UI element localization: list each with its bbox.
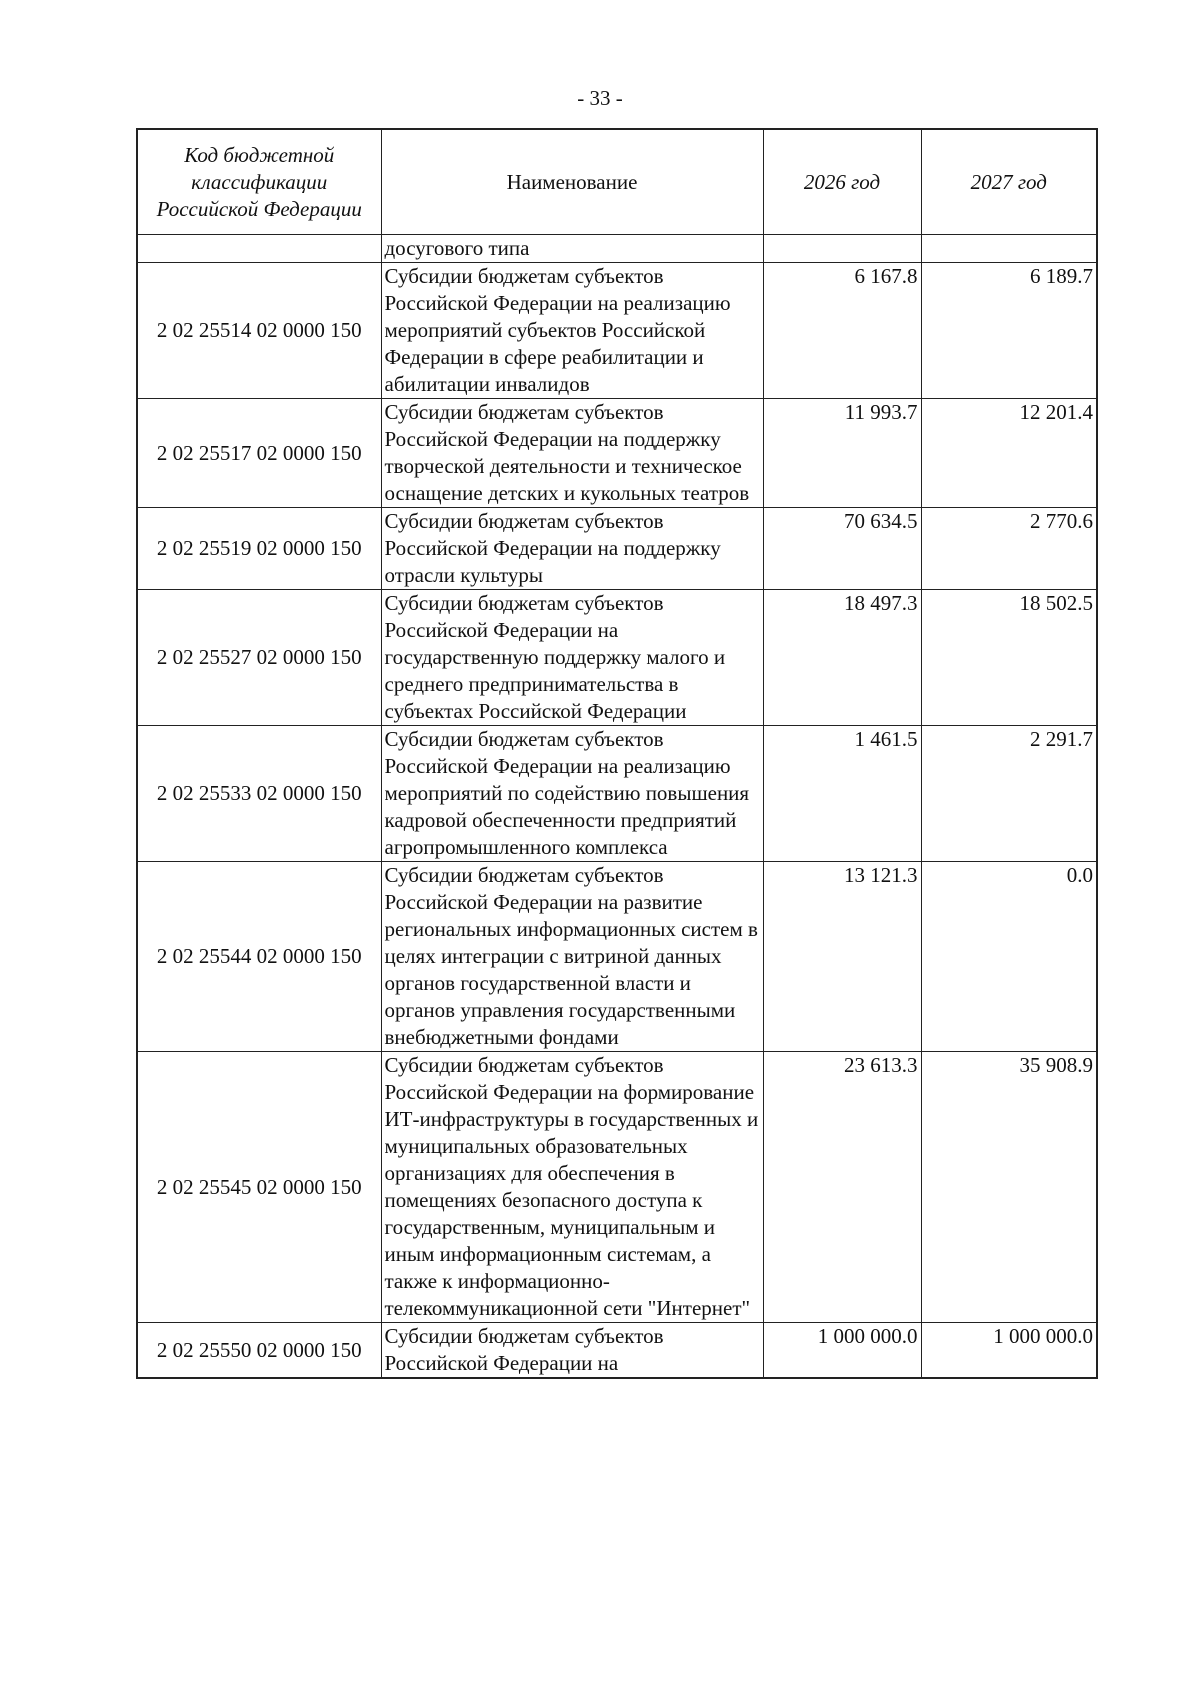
table-row (137, 590, 1097, 726)
cell-2027-empty (921, 235, 1097, 263)
cell-2026: 13 121.3 (763, 862, 921, 1052)
cell-2027: 2 291.7 (921, 726, 1097, 862)
cell-code: 2 02 25517 02 0000 150 (137, 399, 381, 508)
cell-code: 2 02 25544 02 0000 150 (137, 862, 381, 1052)
cell-2026-empty (763, 235, 921, 263)
cell-2026: 6 167.8 (763, 263, 921, 399)
cell-2026: 23 613.3 (763, 1052, 921, 1323)
cell-name: досугового типа (381, 235, 763, 263)
cell-2026: 1 000 000.0 (763, 1323, 921, 1379)
header-year-2027: 2027 год (921, 129, 1097, 235)
cell-name: Субсидии бюджетам субъектов Российской Федерации на поддержку отрасли культуры (381, 508, 763, 590)
cell-code: 2 02 25550 02 0000 150 (137, 1323, 381, 1379)
table-row (137, 263, 1097, 399)
cell-code: 2 02 25514 02 0000 150 (137, 263, 381, 399)
page-number: - 33 - (577, 86, 623, 110)
cell-code: 2 02 25533 02 0000 150 (137, 726, 381, 862)
budget-table (136, 128, 1098, 1379)
cell-name: Субсидии бюджетам субъектов Российской Федерации на развитие региональных информационных систем в целях интеграции с витриной данных органов государственной власти и органов управления государственными внебюджетными фондами (381, 862, 763, 1052)
cell-2027: 18 502.5 (921, 590, 1097, 726)
cell-2027: 2 770.6 (921, 508, 1097, 590)
cell-2027: 6 189.7 (921, 263, 1097, 399)
cell-2027: 35 908.9 (921, 1052, 1097, 1323)
cell-code-empty (137, 235, 381, 263)
cell-name: Субсидии бюджетам субъектов Российской Федерации на (381, 1323, 763, 1379)
header-code: Код бюджетной классификации Российской Федерации (137, 129, 381, 235)
cell-2026: 11 993.7 (763, 399, 921, 508)
cell-2027: 12 201.4 (921, 399, 1097, 508)
cell-2027: 0.0 (921, 862, 1097, 1052)
cell-2027: 1 000 000.0 (921, 1323, 1097, 1379)
table-row (137, 726, 1097, 862)
table-row (137, 862, 1097, 1052)
table-row (137, 1323, 1097, 1379)
header-name: Наименование (381, 129, 763, 235)
table-row (137, 508, 1097, 590)
cell-name: Субсидии бюджетам субъектов Российской Федерации на государственную поддержку малого и среднего предпринимательства в субъектах Российской Федерации (381, 590, 763, 726)
cell-name: Субсидии бюджетам субъектов Российской Федерации на поддержку творческой деятельности и техническое оснащение детских и кукольных театров (381, 399, 763, 508)
cell-code: 2 02 25527 02 0000 150 (137, 590, 381, 726)
table-row (137, 399, 1097, 508)
cell-name: Субсидии бюджетам субъектов Российской Федерации на формирование ИТ-инфраструктуры в государственных и муниципальных образовательных организациях для обеспечения в помещениях безопасного доступа к государственным, муниципальным и иным информационным системам, а также к информационно-телекоммуникационной сети "Интернет" (381, 1052, 763, 1323)
cell-code: 2 02 25545 02 0000 150 (137, 1052, 381, 1323)
table-row-continuation (137, 235, 1097, 263)
table-row (137, 1052, 1097, 1323)
cell-name: Субсидии бюджетам субъектов Российской Федерации на реализацию мероприятий субъектов Российской Федерации в сфере реабилитации и абилитации инвалидов (381, 263, 763, 399)
header-year-2026: 2026 год (763, 129, 921, 235)
cell-name: Субсидии бюджетам субъектов Российской Федерации на реализацию мероприятий по содействию повышения кадровой обеспеченности предприятий агропромышленного комплекса (381, 726, 763, 862)
table-header-row (137, 129, 1097, 235)
cell-2026: 18 497.3 (763, 590, 921, 726)
cell-2026: 1 461.5 (763, 726, 921, 862)
cell-code: 2 02 25519 02 0000 150 (137, 508, 381, 590)
cell-2026: 70 634.5 (763, 508, 921, 590)
